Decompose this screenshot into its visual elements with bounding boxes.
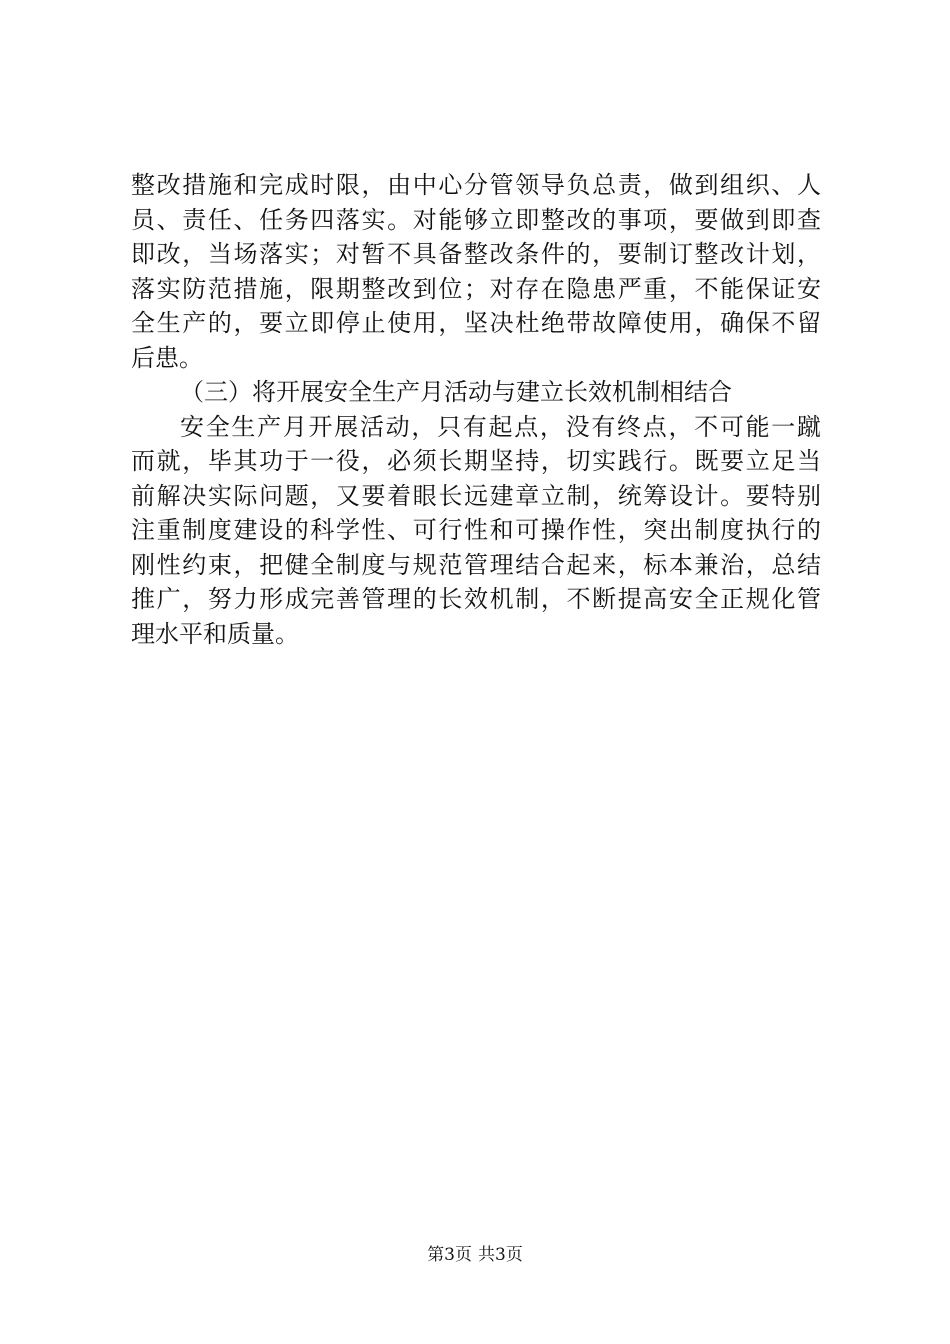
section-heading: （三）将开展安全生产月活动与建立长效机制相结合 [180,378,732,406]
body-line: 推广，努力形成完善管理的长效机制，不断提高安全正规化管 [131,585,821,613]
body-line: 员、责任、任务四落实。对能够立即整改的事项，要做到即查 [131,205,821,234]
body-line: 后患。 [131,343,203,372]
body-line: 落实防范措施，限期整改到位；对存在隐患严重，不能保证安 [131,274,821,303]
body-line: 注重制度建设的科学性、可行性和可操作性，突出制度执行的 [131,516,821,544]
body-line: 整改措施和完成时限，由中心分管领导负总责，做到组织、人 [131,171,821,199]
paragraph-first-line: 安全生产月开展活动，只有起点，没有终点，不可能一蹴 [180,412,821,441]
body-line: 即改，当场落实；对暂不具备整改条件的，要制订整改计划， [131,240,821,268]
body-line: 理水平和质量。 [131,619,299,648]
body-line: 而就，毕其功于一役，必须长期坚持，切实践行。既要立足当 [131,447,821,475]
body-line: 刚性约束，把健全制度与规范管理结合起来，标本兼治，总结 [131,550,821,579]
page-footer [0,1244,950,1266]
document-body [131,168,821,651]
page-total: 共3页 [478,1245,523,1265]
body-line: 全生产的，要立即停止使用，坚决杜绝带故障使用，确保不留 [131,309,821,337]
page-number: 第3页 [427,1245,472,1265]
body-line: 前解决实际问题，又要着眼长远建章立制，统筹设计。要特别 [131,481,821,510]
